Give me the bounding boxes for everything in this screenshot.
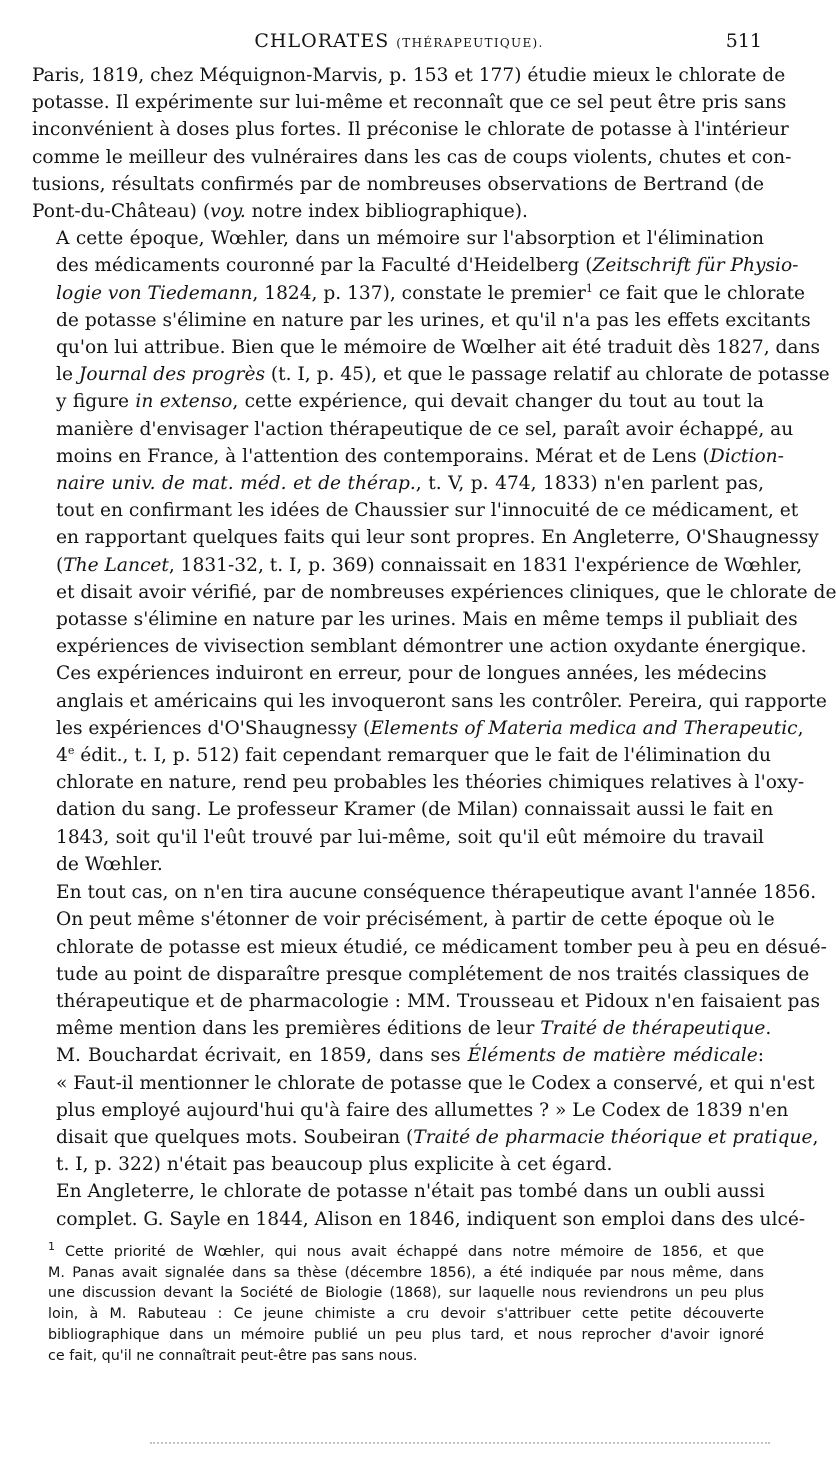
- text-run: édit., t. I, p. 512) fait cependant remarquer que le fait de l'élimination du: [74, 745, 772, 767]
- text-line: [32, 1124, 819, 1151]
- paragraph-2: [32, 225, 836, 878]
- italic-run: Traité de pharmacie théorique et pratique: [413, 1126, 813, 1148]
- main-text: [32, 62, 836, 1233]
- footnote: [48, 1242, 764, 1366]
- running-head-title: [32, 30, 766, 52]
- text-line: plus employé aujourd'hui qu'à faire des allumettes ? » Le Codex de 1839 n'en: [56, 1099, 789, 1121]
- text-line: tude au point de disparaître presque complétement de nos traités classiques de: [56, 963, 810, 985]
- text-line: En tout cas, on n'en tira aucune conséquence thérapeutique avant l'année 1856.: [56, 882, 817, 904]
- text-run: :: [757, 1045, 764, 1067]
- text-run: les expériences d'O'Shaugnessy (: [56, 717, 371, 739]
- text-run: le: [56, 364, 79, 386]
- text-line: complet. G. Sayle en 1844, Alison en 1846, indiquent son emploi dans des ulcé-: [56, 1208, 806, 1230]
- italic-run: in extenso: [135, 391, 233, 413]
- text-line: thérapeutique et de pharmacologie : MM. Trousseau et Pidoux n'en faisaient pas: [56, 990, 821, 1012]
- italic-run: Éléments de matière médicale: [467, 1045, 758, 1067]
- italic-run: logie von Tiedemann: [56, 282, 253, 304]
- text-line: [32, 388, 764, 415]
- italic-run: Zeitschrift für Physio-: [592, 255, 799, 277]
- text-line: chlorate de potasse est mieux étudié, ce médicament tomber peu à peu en désué-: [56, 936, 827, 958]
- chapter-title: CHLORATES: [254, 30, 390, 52]
- text-run: Pont-du-Château) (: [32, 201, 211, 223]
- footnote-line: bibliographique dans un mémoire publié un peu plus tard, et nous reprocher d'avoir ignoré: [48, 1326, 764, 1343]
- text-run: (: [56, 554, 64, 576]
- text-run: M. Bouchardat écrivait, en 1859, dans ses: [56, 1045, 468, 1067]
- text-line: [32, 252, 799, 279]
- italic-run: Journal des progrès: [78, 364, 265, 386]
- footnote-line: M. Panas avait signalée dans sa thèse (décembre 1856), a été indiquée par nous même, dans: [48, 1264, 764, 1281]
- superscript: e: [67, 743, 75, 757]
- text-line: et disait avoir vérifié, par de nombreuses expériences cliniques, que le chlorate de: [56, 581, 836, 603]
- text-run: disait que quelques mots. Soubeiran (: [56, 1126, 414, 1148]
- text-line: dation du sang. Le professeur Kramer (de Milan) connaissait aussi le fait en: [56, 799, 774, 821]
- text-run: , 1831-32, t. I, p. 369) connaissait en 1831 l'expérience de Wœhler,: [168, 554, 803, 576]
- text-line: anglais et américains qui les invoqueront sans les contrôler. Pereira, qui rapporte: [56, 690, 827, 712]
- text-run: notre index bibliographique).: [245, 201, 528, 223]
- text-run: des médicaments couronné par la Faculté d'Heidelberg (: [56, 255, 593, 277]
- text-run: moins en France, à l'attention des contemporains. Mérat et de Lens (: [56, 445, 710, 467]
- text-line: [32, 715, 804, 742]
- italic-run: Traité de thérapeutique: [540, 1018, 766, 1040]
- text-run: , 1824, p. 137), constate le premier: [252, 282, 586, 304]
- italic-run: Elements of Materia medica and Therapeutic: [370, 717, 798, 739]
- text-run: (t. I, p. 45), et que le passage relatif au chlorate de potasse: [265, 364, 830, 386]
- text-line: tusions, résultats confirmés par de nombreuses observations de Bertrand (de: [32, 173, 764, 195]
- italic-run: The Lancet: [63, 554, 169, 576]
- text-line: [32, 280, 806, 307]
- text-line: [32, 361, 830, 388]
- text-run: ce fait que le chlorate: [592, 282, 806, 304]
- text-line: inconvénient à doses plus fortes. Il préconise le chlorate de potasse à l'intérieur: [32, 119, 789, 141]
- footnote-ref[interactable]: 1: [585, 281, 593, 295]
- text-run: 4: [56, 745, 68, 767]
- text-line: manière d'envisager l'action thérapeutique de ce sel, paraît avoir échappé, au: [56, 418, 794, 440]
- text-run: , cette expérience, qui devait changer du tout au tout la: [232, 391, 764, 413]
- text-line: On peut même s'étonner de voir précisément, à partir de cette époque où le: [56, 909, 775, 931]
- text-line: Paris, 1819, chez Méquignon-Marvis, p. 153 et 177) étudie mieux le chlorate de: [32, 65, 786, 86]
- chapter-subtitle: (THÉRAPEUTIQUE).: [396, 36, 544, 50]
- text-line: [32, 552, 803, 579]
- page-bottom-bleed-through: [150, 1442, 770, 1447]
- text-line: [32, 1015, 772, 1042]
- text-run: , t. V, p. 474, 1833) n'en parlent pas,: [415, 473, 764, 495]
- text-line: A cette époque, Wœhler, dans un mémoire sur l'absorption et l'élimination: [56, 228, 764, 250]
- text-run: même mention dans les premières éditions de leur: [56, 1018, 541, 1040]
- text-line: potasse s'élimine en nature par les urines. Mais en même temps il publiait des: [56, 609, 798, 631]
- running-head: [32, 30, 766, 56]
- text-line: en rapportant quelques faits qui leur sont propres. En Angleterre, O'Shaugnessy: [56, 527, 819, 549]
- text-line: de potasse s'élimine en nature par les urines, et qu'il n'a pas les effets excitants: [56, 309, 811, 331]
- page-number: 511: [725, 30, 762, 52]
- text-run: ,: [812, 1126, 819, 1148]
- text-run: .: [765, 1018, 772, 1040]
- text-line: [32, 1042, 764, 1069]
- italic-run: naire univ. de mat. méd. et de thérap.: [56, 473, 416, 495]
- italic-run: voy.: [210, 201, 246, 223]
- text-line: En Angleterre, le chlorate de potasse n'était pas tombé dans un oubli aussi: [56, 1181, 765, 1203]
- text-line: 1843, soit qu'il l'eût trouvé par lui-même, soit qu'il eût mémoire du travail: [56, 826, 764, 848]
- paragraph-3: [32, 879, 827, 1178]
- footnote-line: [48, 1242, 764, 1263]
- text-line: [32, 742, 772, 769]
- footnote-marker: 1: [48, 1240, 55, 1254]
- text-line: Ces expériences induiront en erreur, pour de longues années, les médecins: [56, 663, 767, 685]
- paragraph-1: [32, 62, 792, 225]
- footnote-line: une discussion devant la Société de Biologie (1868), sur laquelle nous reviendrons un peu plus: [48, 1285, 764, 1302]
- text-line: de Wœhler.: [56, 853, 163, 875]
- paragraph-4: [32, 1178, 806, 1232]
- text-line: « Faut-il mentionner le chlorate de potasse que le Codex a conservé, et qui n'est: [56, 1072, 815, 1094]
- text-line: [32, 470, 764, 497]
- text-run: y figure: [56, 391, 136, 413]
- text-line: expériences de vivisection semblant démontrer une action oxydante énergique.: [56, 636, 807, 658]
- text-line: t. I, p. 322) n'était pas beaucoup plus explicite à cet égard.: [56, 1154, 613, 1176]
- text-line: [32, 443, 784, 470]
- italic-run: Diction-: [709, 445, 784, 467]
- text-run: ,: [797, 717, 804, 739]
- text-line: tout en confirmant les idées de Chaussier sur l'innocuité de ce médicament, et: [56, 500, 799, 522]
- text-run: Cette priorité de Wœhler, qui nous avait échappé dans notre mémoire de 1856, et que: [65, 1244, 764, 1260]
- text-line: [32, 198, 764, 225]
- text-line: potasse. Il expérimente sur lui-même et reconnaît que ce sel peut être pris sans: [32, 92, 787, 114]
- text-line: chlorate en nature, rend peu probables les théories chimiques relatives à l'oxy-: [56, 772, 805, 794]
- text-line: qu'on lui attribue. Bien que le mémoire de Wœlher ait été traduit dès 1827, dans: [56, 337, 821, 359]
- text-line: comme le meilleur des vulnéraires dans les cas de coups violents, chutes et con-: [32, 146, 792, 168]
- footnote-line: loin, à M. Rabuteau : Ce jeune chimiste a cru devoir s'attribuer cette petite découverte: [48, 1306, 764, 1323]
- footnote-line: ce fait, qu'il ne connaîtrait peut-être pas sans nous.: [48, 1347, 418, 1364]
